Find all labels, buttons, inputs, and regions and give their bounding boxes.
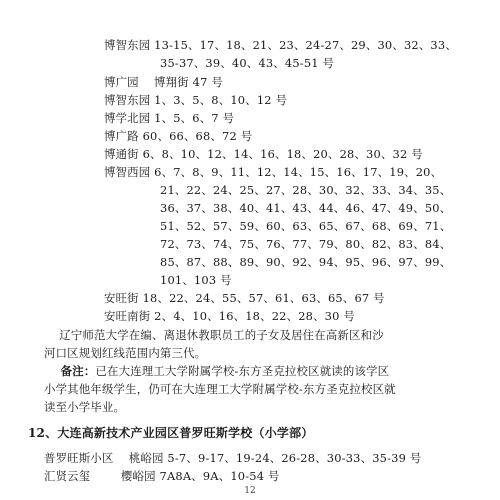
address-line: 35-37、39、40、43、45-51 号	[160, 56, 335, 70]
address-line: 博智西园 6、7、8、9、11、12、14、15、16、17、19、20、	[104, 165, 443, 179]
address-line: 博学北园 1、5、6、7 号	[104, 111, 235, 125]
note-line: 小学其他年级学生，仍可在大连理工大学附属学校-东方圣克拉校区就	[44, 382, 396, 396]
note-line: 读至小学毕业。	[44, 400, 126, 414]
address-line: 51、52、57、59、60、63、65、67、68、69、71、	[160, 219, 452, 233]
address-line: 安旺南街 2、4、10、16、18、22、28、30 号	[104, 309, 355, 323]
address-line: 博广路 60、66、68、72 号	[104, 129, 253, 143]
address-line: 安旺街 18、22、24、55、57、61、63、65、67 号	[104, 291, 385, 305]
paragraph-line: 辽宁师范大学在编、离退休教职员工的子女及居住在高新区和沙	[44, 328, 384, 342]
address-line: 21、22、24、25、27、28、30、32、33、34、35、	[160, 183, 452, 197]
address-line: 博智东园 13-15、17、18、21、23、24-27、29、30、32、33、	[104, 38, 457, 52]
section-heading: 12、大连高新技术产业园区普罗旺斯学校（小学部）	[28, 426, 314, 440]
district-line: 汇贤云玺 樱峪园 7A8A、9A、10-54 号	[44, 469, 280, 483]
note-label: 备注：	[44, 364, 96, 378]
address-line: 101、103 号	[160, 273, 232, 287]
address-line: 博智东园 1、3、5、8、10、12 号	[104, 93, 288, 107]
page-number: 12	[244, 486, 256, 496]
note-text: 已在大连理工大学附属学校-东方圣克拉校区就读的该学区	[95, 364, 390, 378]
note-line	[44, 364, 389, 378]
address-line: 博通街 6、8、10、12、14、16、18、20、28、30、32 号	[104, 147, 423, 161]
address-line: 85、87、88、89、90、92、94、95、96、97、99、	[160, 255, 452, 269]
address-line: 72、73、74、75、76、77、79、80、82、83、84、	[160, 237, 452, 251]
district-line: 普罗旺斯小区 桃峪园 5-7、9-17、19-24、26-28、30-33、35-39 号	[44, 451, 422, 465]
address-line: 36、37、38、40、41、43、44、46、47、49、50、	[160, 201, 452, 215]
paragraph-line: 河口区规划红线范围内第三代。	[44, 346, 207, 360]
address-line: 博广园 博翔街 47 号	[104, 75, 223, 89]
